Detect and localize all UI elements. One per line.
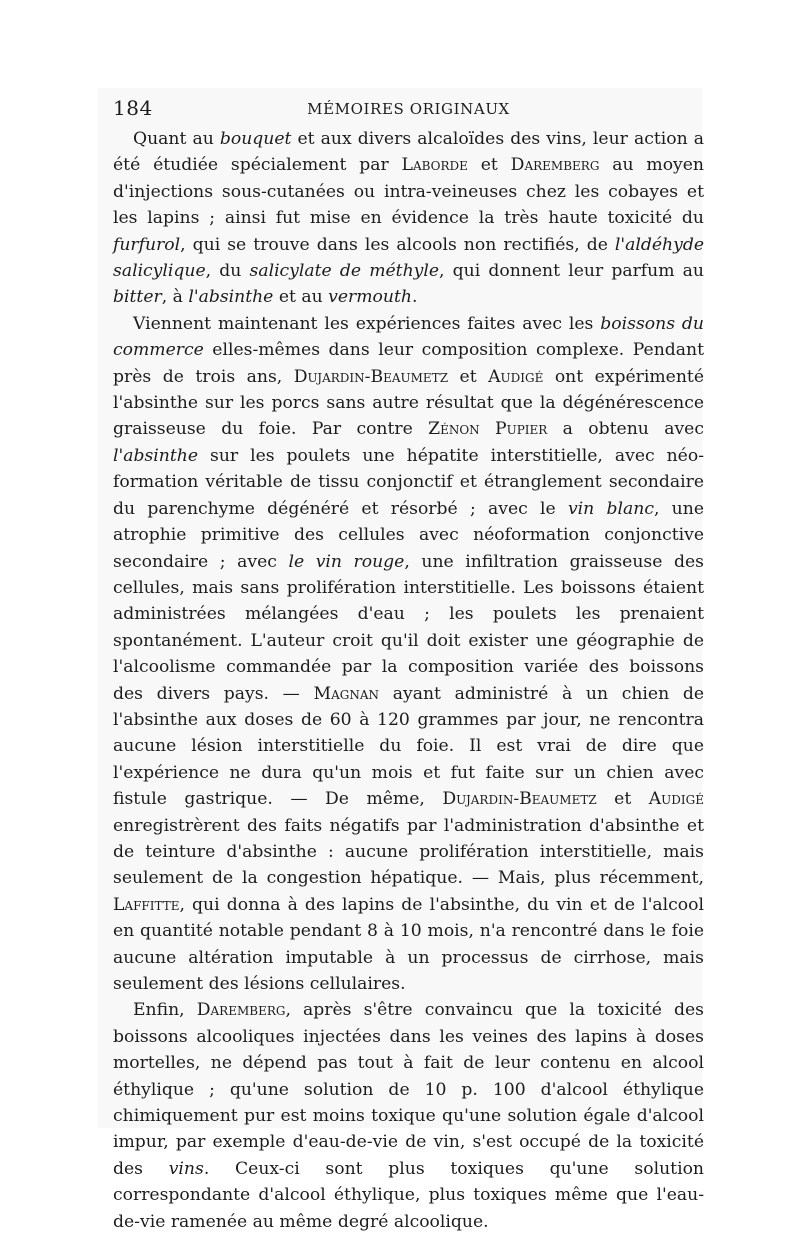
italic-term: salicylate de méthyle bbox=[249, 261, 440, 282]
author-name: Daremberg bbox=[196, 1000, 286, 1021]
italic-term: vermouth bbox=[328, 287, 412, 308]
text-run: , une infiltration graisseuse des cellules, mais sans prolifération interstitielle. Les boissons étaient administrées mélangées d'eau ; les poulets les prenaient spontanément. L'auteur croit qu'il doit exister une géographie de l'alcoolisme commandée par la composition variée des boissons des divers pays. — bbox=[113, 551, 704, 704]
italic-term: bouquet bbox=[219, 129, 292, 149]
author-name: Dujardin-Beaumetz bbox=[442, 789, 597, 810]
running-title: MÉMOIRES ORIGINAUX bbox=[307, 100, 510, 118]
author-name: Laborde bbox=[401, 155, 468, 176]
author-name: Audigé bbox=[488, 366, 544, 387]
italic-term: l'aldéhyde salicylique bbox=[113, 234, 704, 282]
text-run: Viennent maintenant les expériences faites avec les bbox=[133, 313, 601, 334]
text-run: , qui donna à des lapins de l'absinthe, du vin et de l'alcool en quantité notable pendant 8 à 10 mois, n'a rencontré dans le foie aucune altération imputable à un processus de cirrhose, mais seulement des lésions cellulaires. bbox=[113, 894, 704, 994]
author-name: Laffitte bbox=[113, 894, 180, 915]
text-run: , après s'être convaincu que la toxicité des boissons alcooliques injectées dans les veines des lapins à doses mortelles, ne dépend pas tout à fait de leur contenu en alcool éthylique ; qu'une solution de 10 p. 100 d'alcool éthylique chimiquement pur est moins toxique qu'une solution égale d'alcool impur, par exemple d'eau-de-vie de vin, s'est occupé de la toxicité des bbox=[113, 1000, 704, 1179]
paragraph bbox=[113, 311, 704, 998]
text-run: enregistrèrent des faits négatifs par l'administration d'absinthe et de teinture d'absinthe : aucune prolifération interstitielle, mais seulement de la congestion hépatique. — Mais, plus récemment, bbox=[113, 815, 704, 889]
italic-term: vins bbox=[168, 1158, 204, 1179]
author-name: Dareмberg bbox=[510, 155, 600, 176]
text-run: sur les poulets une hépatite interstitielle, avec néo-formation véritable de tissu conjonctif et étranglement secondaire du parenchyme dégénéré et résorbé ; avec le bbox=[113, 445, 704, 519]
paragraph bbox=[113, 997, 704, 1235]
text-run: et au bbox=[273, 287, 329, 308]
italic-term: bitter bbox=[113, 287, 162, 308]
italic-term: l'absinthe bbox=[113, 445, 199, 466]
text-run: et bbox=[596, 789, 649, 810]
text-run: et bbox=[448, 366, 489, 387]
text-run: . Ceux-ci sont plus toxiques qu'une solution correspondante d'alcool éthylique, plus toxiques même que l'eau-de-vie ramenée au même degré alcoolique. bbox=[113, 1158, 704, 1232]
text-run: . bbox=[411, 287, 418, 308]
text-run: Quant au bbox=[133, 129, 220, 149]
author-name: Magnan bbox=[313, 683, 380, 704]
page-header bbox=[113, 96, 704, 126]
italic-term: furfurol bbox=[113, 234, 181, 255]
text-run: , du bbox=[205, 261, 250, 282]
author-name: Zénon Pupier bbox=[428, 419, 548, 440]
text-run: , qui donnent leur parfum au bbox=[439, 261, 704, 282]
paragraph bbox=[113, 126, 704, 311]
text-run: et aux divers alcaloïdes des vins, leur action a été étudiée spécialement par bbox=[113, 129, 704, 176]
italic-term: boissons du commerce bbox=[113, 313, 705, 361]
author-name: Dujardin-Beaumetz bbox=[293, 366, 449, 387]
text-run: , une atrophie primitive des cellules avec néoformation conjonctive secondaire ; avec bbox=[113, 498, 704, 572]
text-run: , qui se trouve dans les alcools non rectifiés, de bbox=[180, 234, 615, 255]
page-body bbox=[113, 126, 704, 1235]
text-run: elles-mêmes dans leur composition complexe. Pendant près de trois ans, bbox=[113, 340, 704, 387]
text-run: , à bbox=[161, 287, 189, 308]
italic-term: vin blanc bbox=[567, 498, 654, 519]
text-run: a obtenu avec bbox=[547, 419, 704, 440]
text-run: Enfin, bbox=[133, 1000, 197, 1021]
italic-term: l'absinthe bbox=[188, 287, 274, 308]
text-run: et bbox=[467, 155, 511, 176]
page-number: 184 bbox=[113, 96, 153, 120]
author-name: Audigé bbox=[648, 789, 704, 810]
text-run: ayant administré à un chien de l'absinthe aux doses de 60 à 120 grammes par jour, ne rencontra aucune lésion interstitielle du foie. Il est vrai de dire que l'expérience ne dura qu'un mois et fut faite sur un chien avec fistule gastrique. — De même, bbox=[113, 683, 704, 810]
italic-term: le vin rouge bbox=[288, 551, 405, 572]
text-run: ont expérimenté l'absinthe sur les porcs sans autre résultat que la dégénérescence graisseuse du foie. Par contre bbox=[113, 366, 704, 440]
text-run: au moyen d'injections sous-cutanées ou intra-veineuses chez les cobayes et les lapins ; ainsi fut mise en évidence la très haute toxicité du bbox=[113, 155, 704, 229]
